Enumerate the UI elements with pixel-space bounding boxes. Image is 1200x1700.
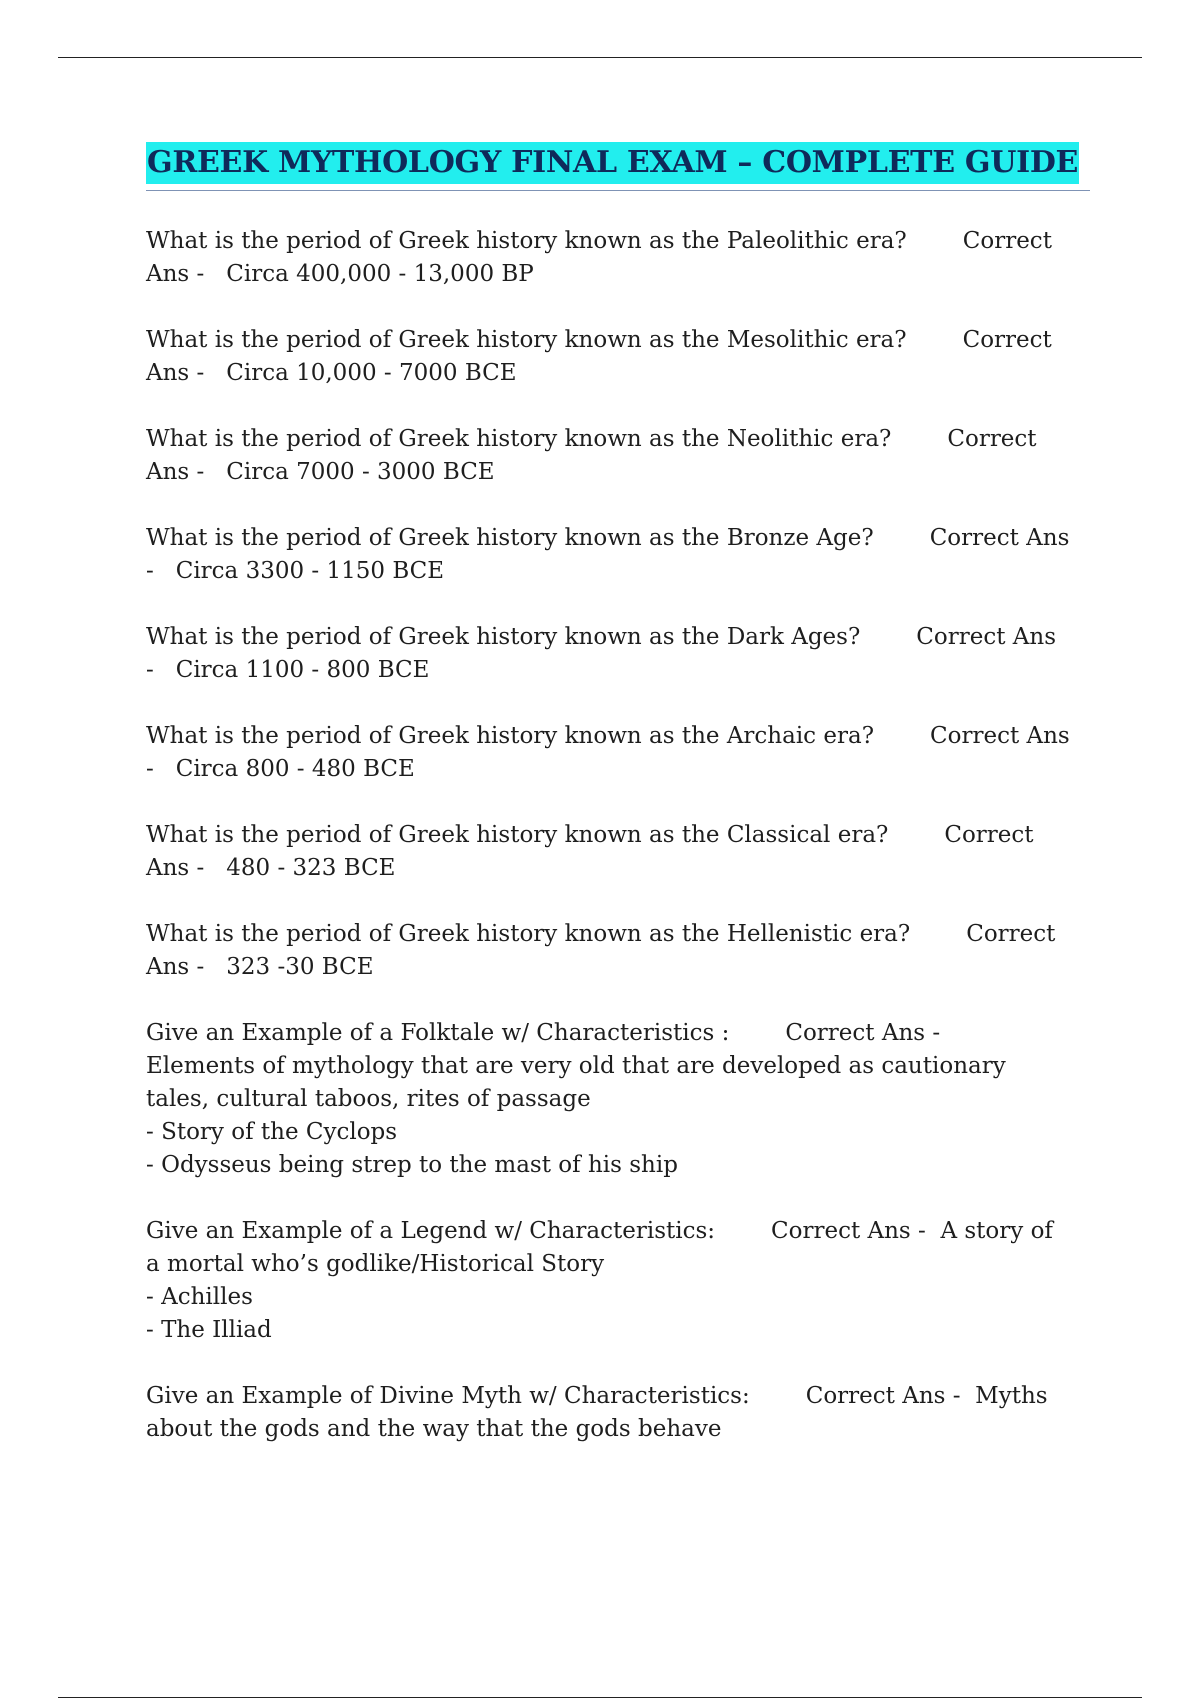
qa-item <box>146 918 1086 984</box>
qa-item <box>146 720 1086 786</box>
answer-label: Ans - <box>146 459 205 485</box>
question-text: Give an Example of a Legend w/ Characteristics: <box>146 1218 716 1244</box>
answer-text: a mortal who’s godlike/Historical Story <box>146 1251 605 1277</box>
answer-label: Correct Ans - <box>805 1383 961 1409</box>
answer-label: Correct Ans <box>930 723 1070 749</box>
answer-label: Correct <box>944 822 1034 848</box>
question-text: Give an Example of a Folktale w/ Characteristics : <box>146 1020 730 1046</box>
qa-item <box>146 819 1086 885</box>
answer-label: Ans - <box>146 360 205 386</box>
answer-label: - <box>146 558 154 584</box>
answer-label: Correct <box>966 921 1056 947</box>
list-item: - The Illiad <box>146 1317 272 1343</box>
qa-item <box>146 324 1086 390</box>
answer-text: 480 - 323 BCE <box>226 855 396 881</box>
answer-label: - <box>146 756 154 782</box>
document-title: GREEK MYTHOLOGY FINAL EXAM – COMPLETE GUIDE <box>146 142 1079 184</box>
answer-label: Correct Ans <box>929 525 1070 551</box>
answer-label: Correct Ans <box>916 624 1057 650</box>
list-item: - Odysseus being strep to the mast of his ship <box>146 1152 678 1178</box>
answer-text: A story of <box>940 1218 1053 1244</box>
answer-text: Circa 3300 - 1150 BCE <box>175 558 445 584</box>
question-text: What is the period of Greek history known as the Paleolithic era? <box>146 228 907 254</box>
question-text: What is the period of Greek history known as the Dark Ages? <box>146 624 861 650</box>
question-text: What is the period of Greek history known as the Bronze Age? <box>146 525 874 551</box>
question-text: What is the period of Greek history known as the Mesolithic era? <box>146 327 907 353</box>
footer-rule <box>58 1697 1142 1698</box>
answer-text: Circa 1100 - 800 BCE <box>175 657 430 683</box>
qa-item <box>146 225 1086 291</box>
qa-item <box>146 621 1086 687</box>
answer-label: Ans - <box>146 261 205 287</box>
answer-label: Correct <box>962 228 1052 254</box>
list-item: - Story of the Cyclops <box>146 1119 398 1145</box>
answer-text: tales, cultural taboos, rites of passage <box>146 1086 591 1112</box>
answer-text: Circa 400,000 - 13,000 BP <box>226 261 534 287</box>
question-text: What is the period of Greek history known as the Neolithic era? <box>146 426 892 452</box>
question-text: Give an Example of Divine Myth w/ Characteristics: <box>146 1383 750 1409</box>
answer-text: Circa 800 - 480 BCE <box>175 756 415 782</box>
bullet-list <box>146 1116 1086 1182</box>
qa-item-folktale <box>146 1017 1086 1182</box>
qa-item <box>146 423 1086 489</box>
answer-label: Ans - <box>146 855 205 881</box>
answer-text: Circa 7000 - 3000 BCE <box>226 459 495 485</box>
answer-label: Correct Ans - <box>785 1020 941 1046</box>
question-text: What is the period of Greek history known as the Hellenistic era? <box>146 921 911 947</box>
list-item: - Achilles <box>146 1284 253 1310</box>
answer-label: Correct Ans - <box>771 1218 926 1244</box>
answer-label: Correct <box>962 327 1052 353</box>
answer-text: 323 -30 BCE <box>226 954 374 980</box>
qa-item-legend <box>146 1215 1086 1347</box>
question-text: What is the period of Greek history known as the Classical era? <box>146 822 889 848</box>
answer-text: about the gods and the way that the gods behave <box>146 1416 722 1442</box>
qa-item-divine-myth <box>146 1380 1086 1446</box>
bullet-list <box>146 1281 1086 1347</box>
answer-text: Myths <box>975 1383 1048 1409</box>
answer-label: - <box>146 657 154 683</box>
qa-list <box>146 225 1086 1479</box>
answer-label: Ans - <box>146 954 205 980</box>
question-text: What is the period of Greek history known as the Archaic era? <box>146 723 875 749</box>
title-block <box>146 142 1090 191</box>
answer-text: Elements of mythology that are very old that are developed as cautionary <box>146 1053 1006 1079</box>
answer-label: Correct <box>947 426 1037 452</box>
answer-text: Circa 10,000 - 7000 BCE <box>226 360 517 386</box>
qa-item <box>146 522 1086 588</box>
header-rule <box>58 57 1142 58</box>
